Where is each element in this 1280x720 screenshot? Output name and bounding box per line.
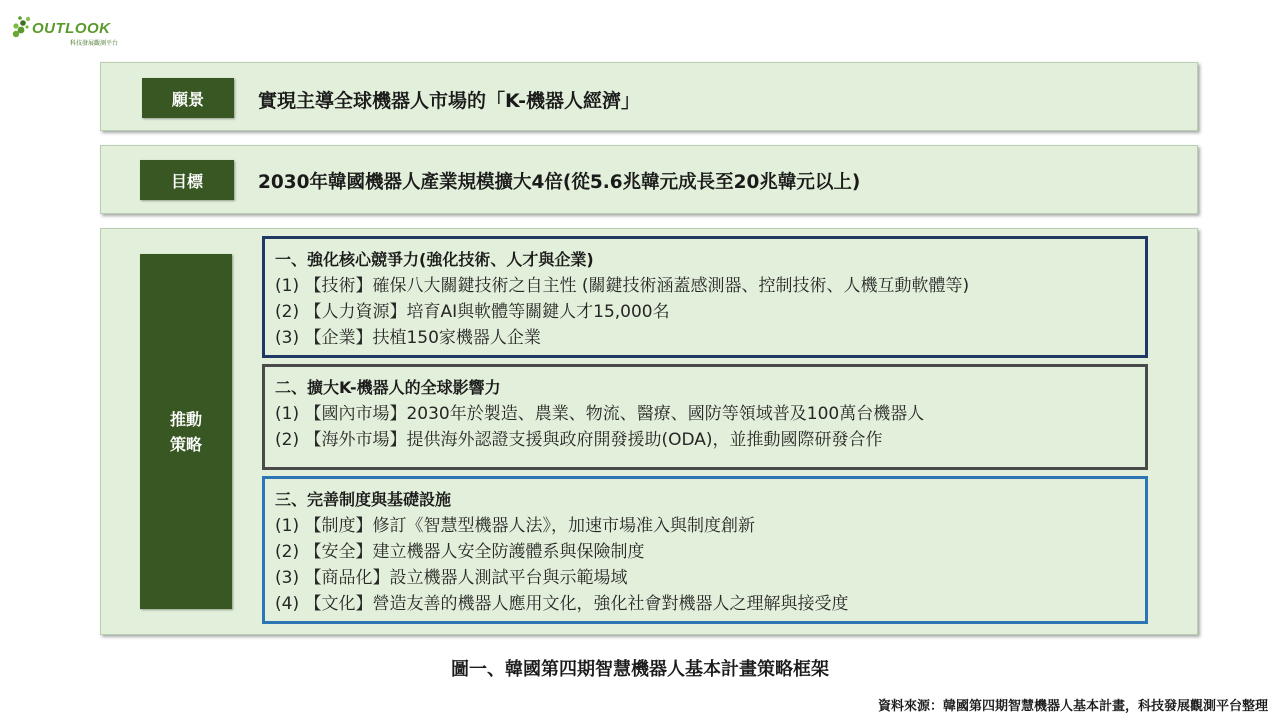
strategy-section-core-competitiveness: [262, 236, 1148, 358]
vision-panel: [100, 62, 1198, 131]
strategy-section-global-influence: [262, 364, 1148, 470]
strategy-label-line2: 策略: [169, 434, 202, 454]
section-item: (2) 【人力資源】培育AI與軟體等關鍵人才15,000名: [275, 302, 670, 322]
vision-text: 實現主導全球機器人市場的「K-機器人經濟」: [258, 90, 640, 112]
section-item: (3) 【企業】扶植150家機器人企業: [275, 328, 541, 348]
logo-wordmark: OUTLOOK: [32, 20, 111, 37]
logo-subtitle: 科技發展觀測平台: [70, 40, 119, 47]
figure-caption: 圖一、韓國第四期智慧機器人基本計畫策略框架: [451, 659, 829, 680]
section-item: (3) 【商品化】設立機器人測試平台與示範場域: [275, 568, 628, 588]
section-item: (1) 【國內市場】2030年於製造、農業、物流、醫療、國防等領域普及100萬台機器人: [275, 404, 925, 424]
section-item: (4) 【文化】營造友善的機器人應用文化，強化社會對機器人之理解與接受度: [275, 594, 849, 614]
strategy-section-institutions-infrastructure: [262, 476, 1148, 624]
source-note: 資料來源：韓國第四期智慧機器人基本計畫，科技發展觀測平台整理: [877, 699, 1268, 714]
section-title: 三、完善制度與基礎設施: [275, 490, 452, 509]
section-item: (2) 【安全】建立機器人安全防護體系與保險制度: [275, 542, 645, 562]
section-item: (2) 【海外市場】提供海外認證支援與政府開發援助(ODA)，並推動國際研發合作: [275, 430, 883, 450]
goal-text: 2030年韓國機器人產業規模擴大4倍(從5.6兆韓元成長至20兆韓元以上): [258, 172, 861, 193]
strategy-label-line1: 推動: [169, 409, 202, 429]
outlook-logo: [10, 6, 130, 46]
goal-panel: [100, 145, 1198, 214]
section-item: (1) 【制度】修訂《智慧型機器人法》，加速市場准入與制度創新: [275, 516, 755, 536]
section-title: 二、擴大K-機器人的全球影響力: [275, 378, 501, 397]
goal-label: 目標: [140, 160, 234, 200]
vision-label: 願景: [142, 78, 234, 118]
strategy-label: [140, 254, 232, 609]
section-title: 一、強化核心競爭力(強化技術、人才與企業): [275, 250, 594, 269]
section-item: (1) 【技術】確保八大關鍵技術之自主性 (關鍵技術涵蓋感測器、控制技術、人機互動軟體等): [275, 276, 970, 296]
